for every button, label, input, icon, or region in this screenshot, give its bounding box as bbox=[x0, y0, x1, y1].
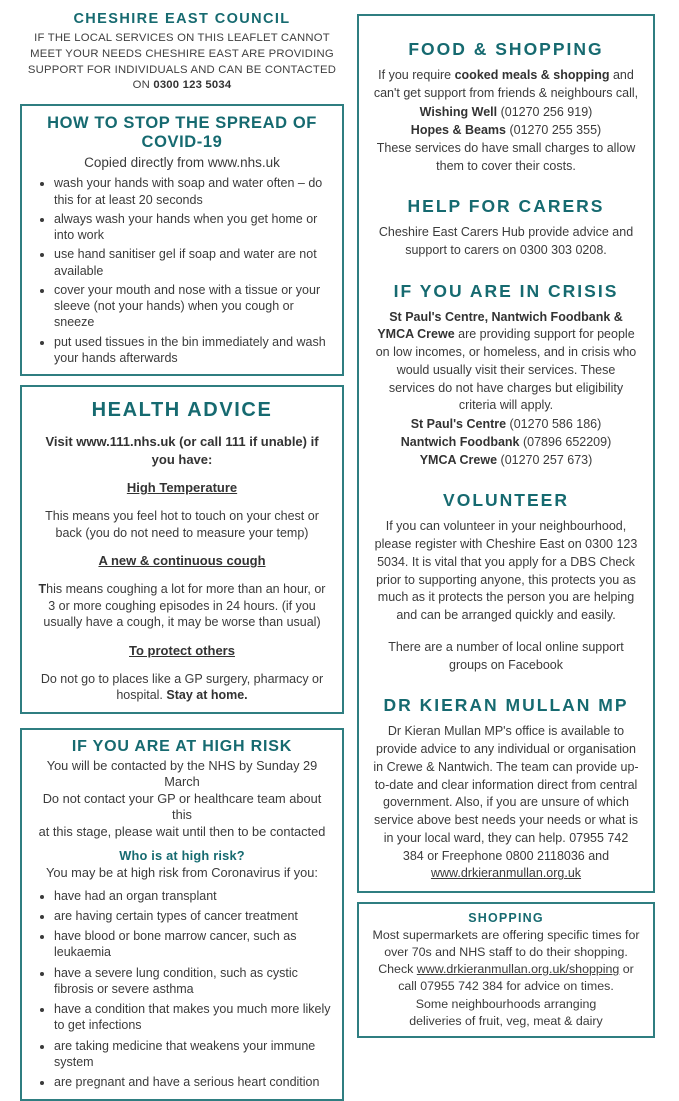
list-item: • are having certain types of cancer treatment bbox=[54, 908, 332, 924]
health-advice-section bbox=[20, 385, 344, 714]
list-item: • cover your mouth and nose with a tissue or your sleeve (not your hands) when you cough or sneeze bbox=[54, 282, 332, 331]
mp-website-link[interactable]: www.drkieranmullan.org.uk bbox=[430, 866, 582, 881]
mp-body-text: Dr Kieran Mullan MP's office is available to provide advice to any individual or organisation in Crewe & Nantwich. The team can provide up-to-date and clear information direct from central government. Also, if you are unsure of which service above best needs your needs or what is in your local ward, they can help. 07955 742 384 or Freephone 0800 2118036 and bbox=[373, 724, 639, 863]
list-item: • have blood or bone marrow cancer, such as leukaemia bbox=[54, 928, 332, 961]
contact-name: YMCA Crewe bbox=[419, 453, 498, 468]
left-column bbox=[20, 0, 344, 1090]
food-shopping-title: FOOD & SHOPPING bbox=[408, 39, 604, 59]
who-intro: You may be at high risk from Coronavirus if you: bbox=[46, 864, 318, 880]
cough-lead: T bbox=[38, 582, 47, 597]
right-column bbox=[357, 0, 655, 1028]
protect-others-heading: To protect others bbox=[129, 642, 235, 658]
high-risk-section bbox=[20, 728, 344, 1101]
service-phone: (01270 255 355) bbox=[505, 122, 602, 137]
shopping-text-pre: Most supermarkets are offering specific times for over 70s and NHS staff to do their shopping. Check bbox=[372, 928, 640, 977]
crisis-body bbox=[373, 309, 639, 416]
list-item: • have had an organ transplant bbox=[54, 888, 332, 904]
council-header bbox=[20, 0, 344, 94]
high-risk-line1: You will be contacted by the NHS by Sunday 29 March bbox=[46, 757, 318, 790]
shopping-line2: Some neighbourhoods arranging bbox=[415, 996, 597, 1011]
spread-title: HOW TO STOP THE SPREAD OF COVID-19 bbox=[47, 114, 317, 152]
list-item: • have a severe lung condition, such as cystic fibrosis or severe asthma bbox=[54, 965, 332, 998]
food-intro-pre: If you require bbox=[378, 68, 455, 82]
shopping-section bbox=[357, 902, 655, 1038]
contact-line bbox=[373, 415, 639, 433]
high-risk-line3: at this stage, please wait until then to be contacted bbox=[38, 824, 326, 840]
carers-body: Cheshire East Carers Hub provide advice and support to carers on 0300 303 0208. bbox=[378, 225, 634, 257]
who-is-high-risk-heading: Who is at high risk? bbox=[119, 847, 245, 863]
contact-name: Nantwich Foodbank bbox=[400, 435, 520, 450]
cough-body bbox=[36, 581, 328, 631]
volunteer-body: If you can volunteer in your neighbourhood, please register with Cheshire East on 0300 123 5034. It is vital that you apply for a DBS Check prior to supporting anyone, this protects you as much as it protects the person you are helping and can be arranged quickly and easily. bbox=[374, 519, 638, 623]
shopping-line3: deliveries of fruit, veg, meat & dairy bbox=[409, 1013, 603, 1028]
high-risk-list bbox=[32, 888, 332, 1091]
contact-phone: (07896 652209) bbox=[519, 435, 612, 450]
mp-body bbox=[373, 723, 639, 883]
food-intro bbox=[373, 67, 639, 103]
list-item: • have a condition that makes you much more likely to get infections bbox=[54, 1001, 332, 1034]
protect-others-body bbox=[36, 671, 328, 704]
spread-subtitle: Copied directly from www.nhs.uk bbox=[84, 155, 280, 171]
crisis-title: IF YOU ARE IN CRISIS bbox=[393, 280, 619, 301]
cough-heading: A new & continuous cough bbox=[98, 553, 266, 569]
food-intro-bold: cooked meals & shopping bbox=[454, 68, 610, 82]
high-risk-title: IF YOU ARE AT HIGH RISK bbox=[71, 737, 293, 755]
shopping-link[interactable]: www.drkieranmullan.org.uk/shopping bbox=[416, 962, 620, 977]
food-note: These services do have small charges to allow them to cover their costs. bbox=[376, 140, 636, 173]
contact-line bbox=[373, 433, 639, 451]
crisis-orgs: St Paul's Centre, Nantwich Foodbank & YMCA Crewe bbox=[377, 309, 623, 342]
high-temperature-heading: High Temperature bbox=[126, 480, 238, 496]
spread-list bbox=[32, 175, 332, 366]
shopping-text-post: or call 07955 742 384 for advice on times. bbox=[398, 962, 634, 994]
service-line bbox=[373, 121, 639, 139]
shopping-body bbox=[371, 927, 641, 995]
health-title: HEALTH ADVICE bbox=[91, 399, 273, 421]
volunteer-note: There are a number of local online support groups on Facebook bbox=[388, 639, 624, 672]
contact-name: St Paul's Centre bbox=[410, 417, 507, 431]
shopping-title: SHOPPING bbox=[468, 911, 544, 926]
volunteer-title: VOLUNTEER bbox=[443, 490, 569, 511]
service-phone: (01270 256 919) bbox=[497, 104, 593, 119]
list-item: • use hand sanitiser gel if soap and water are not available bbox=[54, 246, 332, 279]
council-phone: 0300 123 5034 bbox=[153, 79, 232, 92]
crisis-rest: are providing support for people on low incomes, or homeless, and in crisis who would usually visit their services. These services do not have charges but eligibility criteria will apply. bbox=[375, 327, 637, 413]
help-for-carers-title: HELP FOR CARERS bbox=[407, 196, 605, 216]
mp-title: DR KIERAN MULLAN MP bbox=[383, 695, 629, 716]
high-temperature-body: This means you feel hot to touch on your chest or back (you do not need to measure your temp) bbox=[45, 509, 319, 540]
council-title: CHESHIRE EAST COUNCIL bbox=[73, 11, 291, 27]
service-name: Wishing Well bbox=[419, 104, 498, 119]
contact-phone: (01270 586 186) bbox=[506, 417, 602, 431]
cough-rest: his means coughing a lot for more than an hour, or 3 or more coughing episodes in 24 hours. (if you usually have a cough, it may be worse than usual) bbox=[43, 582, 326, 630]
council-note-text: IF THE LOCAL SERVICES ON THIS LEAFLET CANNOT MEET YOUR NEEDS CHESHIRE EAST ARE PROVIDING SUPPORT FOR INDIVIDUALS AND CAN BE CONTACTED ON bbox=[27, 32, 337, 92]
health-intro: Visit www.111.nhs.uk (or call 111 if unable) if you have: bbox=[45, 434, 319, 467]
list-item: • wash your hands with soap and water often – do this for at least 20 seconds bbox=[54, 175, 332, 208]
service-name: Hopes & Beams bbox=[410, 122, 506, 137]
services-section bbox=[357, 14, 655, 893]
service-line bbox=[373, 103, 639, 121]
council-note bbox=[22, 31, 342, 94]
spread-section bbox=[20, 104, 344, 376]
list-item: • are pregnant and have a serious heart condition bbox=[54, 1074, 332, 1090]
high-risk-line2: Do not contact your GP or healthcare team about this bbox=[42, 790, 322, 823]
contact-phone: (01270 257 673) bbox=[497, 453, 593, 468]
protect-text: Do not go to places like a GP surgery, pharmacy or hospital. bbox=[40, 671, 324, 703]
list-item: • are taking medicine that weakens your immune system bbox=[54, 1038, 332, 1071]
contact-line bbox=[373, 451, 639, 469]
food-intro-post: and can't get support from friends & neighbours call, bbox=[373, 68, 639, 100]
list-item: • put used tissues in the bin immediately and wash your hands afterwards bbox=[54, 334, 332, 367]
stay-at-home: Stay at home. bbox=[166, 688, 248, 703]
list-item: • always wash your hands when you get home or into work bbox=[54, 211, 332, 244]
